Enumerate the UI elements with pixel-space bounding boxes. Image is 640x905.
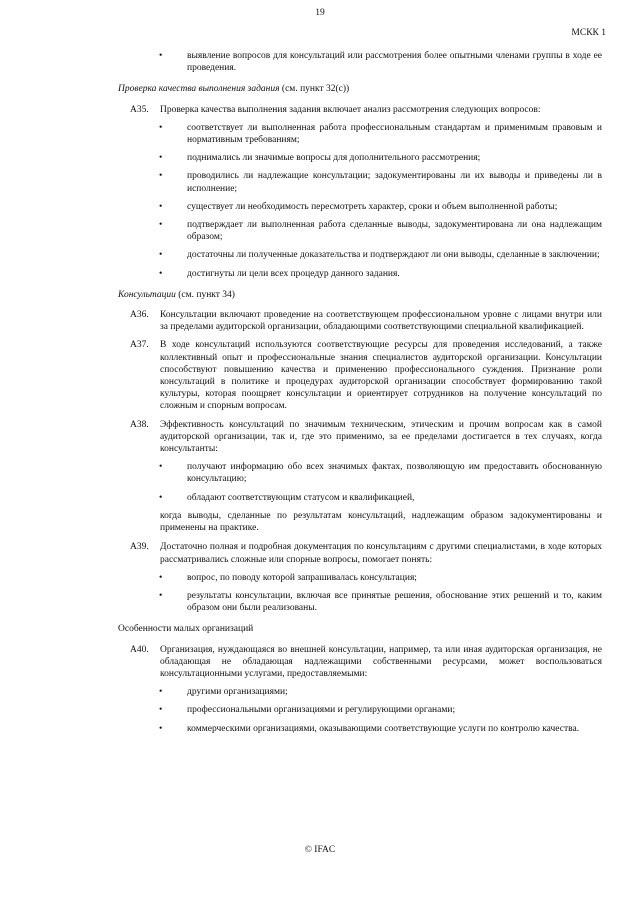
page-number: 19 <box>315 8 325 18</box>
section-heading-small-entities: Особенности малых организаций <box>118 624 254 635</box>
bullet-icon: • <box>159 705 163 716</box>
paragraph-number: A35. <box>130 104 149 115</box>
paragraph-number: A36. <box>130 310 149 321</box>
bullet-icon: • <box>159 250 163 261</box>
list-item <box>118 268 602 280</box>
list-item-text: существует ли необходимость пересмотреть характер, сроки и объем выполненной работы; <box>187 201 558 212</box>
list-item <box>118 723 602 735</box>
section-heading-consultations <box>118 289 602 301</box>
bullet-icon: • <box>159 122 163 133</box>
list-item <box>118 572 602 584</box>
section-heading-title: Консультации <box>118 289 176 300</box>
bullet-icon: • <box>159 220 163 231</box>
list-item-text: соответствует ли выполненная работа профессиональным стандартам и применимым правовым и нормативным требованиям; <box>187 122 602 146</box>
paragraph-number: A37. <box>130 340 149 351</box>
bullet-icon: • <box>159 723 163 734</box>
list-item-text: профессиональными организациями и регулирующими органами; <box>187 705 456 716</box>
document-code: МСКК 1 <box>571 28 606 38</box>
bullet-icon: • <box>159 51 163 61</box>
paragraph-text: Эффективность консультаций по значимым техническим, этическим и прочим вопросам как в самой аудиторской организации, так и, где это применимо, за ее пределами достигается в тех случаях, когда консультанты: <box>160 419 602 455</box>
list-item-text: другими организациями; <box>187 687 288 698</box>
list-item <box>118 152 602 164</box>
list-item-text: выявление вопросов для консультаций или рассмотрения более опытными членами группы в ходе ее проведения. <box>187 51 602 74</box>
paragraph-a36 <box>118 309 602 333</box>
bullet-icon: • <box>159 171 163 182</box>
paragraph-text: Достаточно полная и подробная документация по консультациям с другими специалистами, в ходе которых рассматривались сложные или спорные вопросы, помогает понять: <box>160 542 602 565</box>
list-item <box>118 219 602 243</box>
footer-copyright: © IFAC <box>304 845 336 855</box>
bullet-icon: • <box>159 572 163 583</box>
paragraph-continuation: когда выводы, сделанные по результатам консультаций, надлежащим образом задокументированы и применены на практике. <box>160 510 602 534</box>
list-item <box>118 201 602 213</box>
paragraph-text: Проверка качества выполнения задания включает анализ рассмотрения следующих вопросов: <box>160 104 541 115</box>
section-heading-quality-review <box>118 83 602 95</box>
paragraph-number: A40. <box>130 644 149 655</box>
document-body <box>118 50 602 741</box>
list-item-text: вопрос, по поводу которой запрашивалась консультация; <box>187 572 417 583</box>
paragraph-a39 <box>118 541 602 565</box>
section-heading-reference: (см. пункт 34) <box>175 289 235 300</box>
paragraph-a38 <box>118 419 602 456</box>
paragraph-a35 <box>118 104 602 116</box>
list-item-text: проводились ли надлежащие консультации; задокументированы ли их выводы и приведены ли в исполнение; <box>187 171 602 194</box>
list-item-text: получают информацию обо всех значимых фактах, позволяющую им предоставить обоснованную консультацию; <box>187 462 602 485</box>
paragraph-text: Организация, нуждающаяся во внешней консультации, например, та или иная аудиторская организация, не обладающая не обладающая надлежащими собственными ресурсами, может воспользоваться консультационными услугами, предоставляемыми: <box>160 644 602 679</box>
list-item-text: коммерческими организациями, оказывающими соответствующие услуги по контролю качества. <box>187 723 580 734</box>
list-item-text: поднимались ли значимые вопросы для дополнительного рассмотрения; <box>187 153 481 164</box>
list-item <box>118 686 602 698</box>
list-item <box>118 590 602 614</box>
list-item-text: обладают соответствующим статусом и квалификацией, <box>187 492 415 503</box>
paragraph-number: A39. <box>130 542 149 553</box>
paragraph-text: Консультации включают проведение на соответствующем профессиональном уровне с лицами внутри или за пределами аудиторской организации, обладающими соответствующими специальной квалификацией. <box>160 310 602 333</box>
paragraph-text: В ходе консультаций используются соответствующие ресурсы для проведения исследований, а также коллективный опыт и профессиональные знания специалистов аудиторской организации. Консультации способствуют повышению качества и применению профессионального суждения. Признание роли консультаций в политике и процедурах аудиторской организации способствует формированию такой культуры, которая поощряет консультации и ориентирует сотрудников на получение консультаций по сложным и спорным вопросам. <box>160 340 602 412</box>
section-heading-reference: (см. пункт 32(c)) <box>279 84 350 95</box>
paragraph-number: A38. <box>130 419 149 430</box>
bullet-icon: • <box>159 153 163 164</box>
list-item <box>118 122 602 146</box>
list-item-text: результаты консультации, включая все принятые решения, обоснование этих решений и то, каким образом они были реализованы. <box>187 590 602 614</box>
section-heading-title: Проверка качества выполнения задания <box>118 84 280 95</box>
bullet-icon: • <box>159 201 163 212</box>
bullet-icon: • <box>159 492 163 503</box>
list-item <box>118 704 602 716</box>
list-item <box>118 170 602 194</box>
paragraph-a37 <box>118 339 602 412</box>
list-item-text: подтверждает ли выполненная работа сделанные выводы, задокументирована ли она надлежащим образом; <box>187 220 602 243</box>
list-item <box>118 50 602 74</box>
bullet-icon: • <box>159 268 163 279</box>
list-item-text: достигнуты ли цели всех процедур данного задания. <box>187 268 400 279</box>
bullet-icon: • <box>159 687 163 698</box>
list-item <box>118 461 602 485</box>
list-item-text: достаточны ли полученные доказательства и подтверждают ли они выводы, сделанные в заключении; <box>187 250 600 261</box>
list-item <box>118 249 602 261</box>
bullet-icon: • <box>159 462 163 473</box>
paragraph-a40 <box>118 644 602 681</box>
bullet-icon: • <box>159 590 163 601</box>
list-item <box>118 492 602 504</box>
